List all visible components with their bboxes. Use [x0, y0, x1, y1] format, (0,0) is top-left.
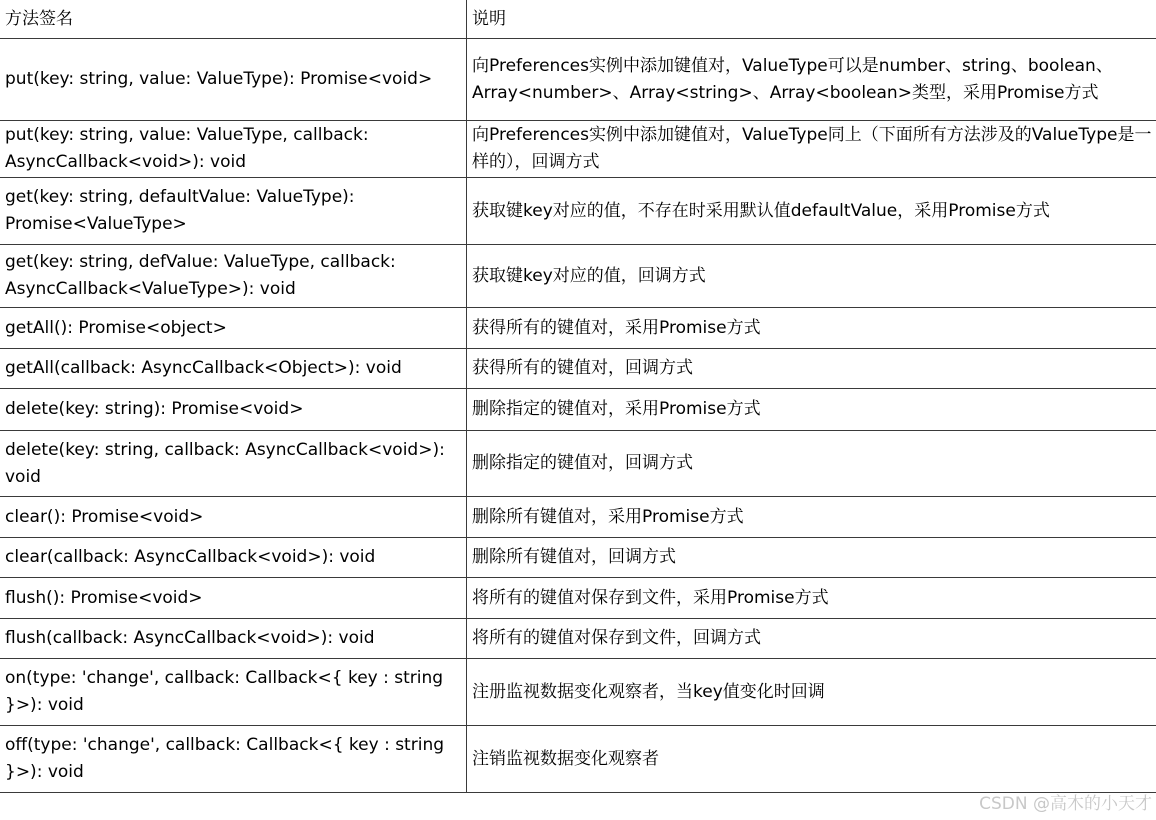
- table-row: [0, 349, 1156, 389]
- description-cell: 将所有的键值对保存到文件，采用Promise方式: [467, 578, 1156, 619]
- description-cell: 将所有的键值对保存到文件，回调方式: [467, 619, 1156, 659]
- method-cell: put(key: string, value: ValueType): Promise<void>: [0, 39, 467, 121]
- description-cell: 删除指定的键值对，回调方式: [467, 431, 1156, 497]
- table-row: [0, 389, 1156, 431]
- description-cell: 获得所有的键值对，回调方式: [467, 349, 1156, 389]
- method-cell: put(key: string, value: ValueType, callback: AsyncCallback<void>): void: [0, 121, 467, 178]
- method-cell: flush(callback: AsyncCallback<void>): void: [0, 619, 467, 659]
- description-cell: 获取键key对应的值，不存在时采用默认值defaultValue，采用Promise方式: [467, 178, 1156, 245]
- method-cell: delete(key: string, callback: AsyncCallback<void>): void: [0, 431, 467, 497]
- method-cell: flush(): Promise<void>: [0, 578, 467, 619]
- description-cell: 向Preferences实例中添加键值对，ValueType可以是number、string、boolean、Array<number>、Array<string>、Array<boolean>类型，采用Promise方式: [467, 39, 1156, 121]
- method-cell: getAll(callback: AsyncCallback<Object>): void: [0, 349, 467, 389]
- description-cell: 注销监视数据变化观察者: [467, 726, 1156, 793]
- table-header-row: [0, 0, 1156, 39]
- watermark: CSDN @高木的小天才: [979, 794, 1152, 814]
- description-cell: 注册监视数据变化观察者，当key值变化时回调: [467, 659, 1156, 726]
- method-cell: clear(callback: AsyncCallback<void>): void: [0, 538, 467, 578]
- header-method-signature: 方法签名: [0, 0, 467, 39]
- method-cell: on(type: 'change', callback: Callback<{ key : string }>): void: [0, 659, 467, 726]
- table-row: [0, 39, 1156, 121]
- method-cell: get(key: string, defValue: ValueType, callback: AsyncCallback<ValueType>): void: [0, 245, 467, 308]
- description-cell: 删除指定的键值对，采用Promise方式: [467, 389, 1156, 431]
- table-row: [0, 245, 1156, 308]
- table-row: [0, 578, 1156, 619]
- description-cell: 获得所有的键值对，采用Promise方式: [467, 308, 1156, 349]
- table-row: [0, 726, 1156, 793]
- description-cell: 获取键key对应的值，回调方式: [467, 245, 1156, 308]
- table-row: [0, 121, 1156, 178]
- method-cell: clear(): Promise<void>: [0, 497, 467, 538]
- description-cell: 删除所有键值对，回调方式: [467, 538, 1156, 578]
- method-cell: delete(key: string): Promise<void>: [0, 389, 467, 431]
- table-row: [0, 619, 1156, 659]
- table-row: [0, 659, 1156, 726]
- description-cell: 删除所有键值对，采用Promise方式: [467, 497, 1156, 538]
- table-row: [0, 538, 1156, 578]
- method-cell: get(key: string, defaultValue: ValueType): Promise<ValueType>: [0, 178, 467, 245]
- method-cell: getAll(): Promise<object>: [0, 308, 467, 349]
- table-row: [0, 308, 1156, 349]
- table-row: [0, 431, 1156, 497]
- table-row: [0, 178, 1156, 245]
- description-cell: 向Preferences实例中添加键值对，ValueType同上（下面所有方法涉及的ValueType是一样的），回调方式: [467, 121, 1156, 178]
- table-row: [0, 497, 1156, 538]
- header-description: 说明: [467, 0, 1156, 39]
- method-cell: off(type: 'change', callback: Callback<{ key : string }>): void: [0, 726, 467, 793]
